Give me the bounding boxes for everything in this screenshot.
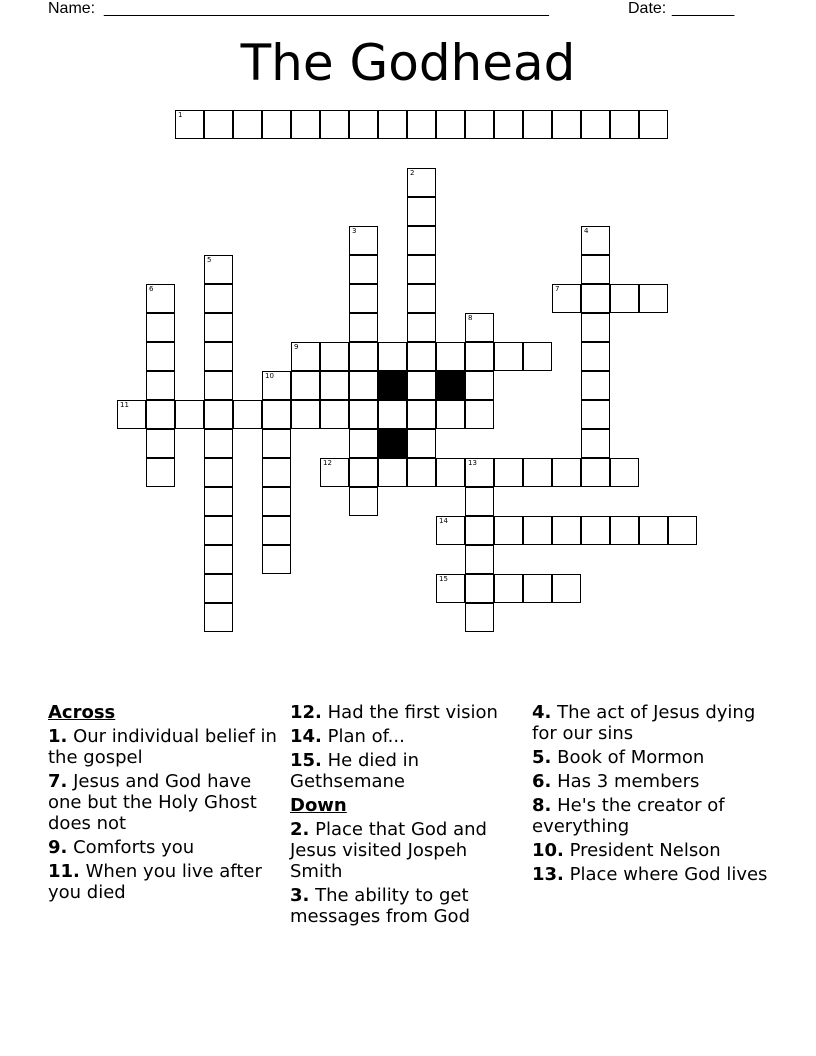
grid-cell[interactable]	[552, 284, 581, 313]
grid-cell[interactable]	[465, 400, 494, 429]
grid-cell[interactable]	[291, 400, 320, 429]
clue-number: 11	[120, 401, 129, 409]
grid-cell[interactable]	[204, 110, 233, 139]
grid-cell[interactable]	[146, 284, 175, 313]
grid-cell[interactable]	[523, 458, 552, 487]
grid-cell[interactable]	[552, 110, 581, 139]
grid-cell[interactable]	[407, 168, 436, 197]
grid-cell[interactable]	[407, 313, 436, 342]
grid-cell[interactable]	[233, 110, 262, 139]
grid-cell[interactable]	[552, 458, 581, 487]
grid-cell[interactable]	[146, 371, 175, 400]
clue-number: 8	[468, 314, 473, 322]
grid-cell[interactable]	[581, 458, 610, 487]
grid-block-cell	[378, 429, 407, 458]
grid-cell[interactable]	[204, 487, 233, 516]
grid-cell[interactable]	[378, 400, 407, 429]
clue-across-15: 15. He died in Gethsemane	[290, 750, 420, 792]
grid-cell[interactable]	[465, 458, 494, 487]
grid-cell[interactable]	[610, 458, 639, 487]
grid-cell[interactable]	[291, 110, 320, 139]
clue-across-14: 14. Plan of...	[290, 726, 405, 747]
grid-cell[interactable]	[523, 342, 552, 371]
grid-cell[interactable]	[581, 284, 610, 313]
grid-cell[interactable]	[407, 371, 436, 400]
date-blank: _______	[672, 0, 735, 17]
grid-cell[interactable]	[204, 371, 233, 400]
grid-cell[interactable]	[407, 400, 436, 429]
clue-number: 4	[584, 227, 589, 235]
grid-cell[interactable]	[465, 487, 494, 516]
grid-block-cell	[436, 371, 465, 400]
grid-cell[interactable]	[175, 110, 204, 139]
grid-cell[interactable]	[581, 342, 610, 371]
grid-cell[interactable]	[378, 110, 407, 139]
grid-cell[interactable]	[204, 458, 233, 487]
down-heading: Down	[290, 795, 347, 816]
grid-cell[interactable]	[465, 574, 494, 603]
clue-across-9: 9. Comforts you	[48, 837, 195, 858]
grid-cell[interactable]	[639, 284, 668, 313]
grid-cell[interactable]	[204, 342, 233, 371]
clue-down-13: 13. Place where God lives	[532, 864, 768, 885]
grid-cell[interactable]	[146, 342, 175, 371]
grid-cell[interactable]	[436, 516, 465, 545]
grid-cell[interactable]	[320, 400, 349, 429]
clue-number: 9	[294, 343, 299, 351]
grid-cell[interactable]	[552, 516, 581, 545]
clue-number: 7	[555, 285, 560, 293]
clue-number: 15	[439, 575, 448, 583]
grid-cell[interactable]	[407, 255, 436, 284]
grid-cell[interactable]	[262, 400, 291, 429]
grid-block-cell	[378, 371, 407, 400]
grid-cell[interactable]	[668, 516, 697, 545]
clue-across-1: 1. Our individual belief in the gospel	[48, 726, 277, 768]
page-title: The Godhead	[240, 34, 576, 92]
clue-down-5: 5. Book of Mormon	[532, 747, 705, 768]
clue-down-2: 2. Place that God and Jesus visited Jospeh Smith	[290, 819, 487, 882]
grid-cell[interactable]	[581, 313, 610, 342]
clue-across-11: 11. When you live after you died	[48, 861, 262, 903]
clue-number: 5	[207, 256, 212, 264]
clues-column-1	[48, 702, 278, 906]
grid-cell[interactable]	[465, 313, 494, 342]
grid-cell[interactable]	[378, 342, 407, 371]
grid-cell[interactable]	[494, 342, 523, 371]
grid-cell[interactable]	[407, 458, 436, 487]
grid-cell[interactable]	[320, 458, 349, 487]
grid-cell[interactable]	[204, 545, 233, 574]
grid-cell[interactable]	[349, 487, 378, 516]
grid-cell[interactable]	[523, 110, 552, 139]
grid-cell[interactable]	[320, 110, 349, 139]
grid-cell[interactable]	[581, 226, 610, 255]
grid-cell[interactable]	[581, 429, 610, 458]
grid-cell[interactable]	[349, 429, 378, 458]
grid-cell[interactable]	[465, 371, 494, 400]
clue-number: 13	[468, 459, 477, 467]
clue-number: 12	[323, 459, 332, 467]
grid-cell[interactable]	[407, 110, 436, 139]
grid-cell[interactable]	[349, 458, 378, 487]
grid-cell[interactable]	[349, 371, 378, 400]
grid-cell[interactable]	[262, 516, 291, 545]
grid-cell[interactable]	[465, 110, 494, 139]
clues-column-2	[290, 702, 520, 930]
grid-cell[interactable]	[465, 603, 494, 632]
grid-cell[interactable]	[204, 313, 233, 342]
grid-cell[interactable]	[436, 342, 465, 371]
grid-cell[interactable]	[291, 371, 320, 400]
grid-cell[interactable]	[407, 197, 436, 226]
grid-cell[interactable]	[262, 545, 291, 574]
grid-cell[interactable]	[465, 545, 494, 574]
grid-cell[interactable]	[494, 110, 523, 139]
grid-cell[interactable]	[204, 574, 233, 603]
grid-cell[interactable]	[436, 458, 465, 487]
grid-cell[interactable]	[146, 400, 175, 429]
grid-cell[interactable]	[204, 255, 233, 284]
grid-cell[interactable]	[639, 516, 668, 545]
grid-cell[interactable]	[581, 371, 610, 400]
clue-number: 2	[410, 169, 415, 177]
grid-cell[interactable]	[204, 284, 233, 313]
grid-cell[interactable]	[262, 487, 291, 516]
grid-cell[interactable]	[204, 429, 233, 458]
grid-cell[interactable]	[262, 110, 291, 139]
clue-down-4: 4. The act of Jesus dying for our sins	[532, 702, 756, 744]
grid-cell[interactable]	[291, 342, 320, 371]
grid-cell[interactable]	[639, 110, 668, 139]
grid-cell[interactable]	[581, 110, 610, 139]
grid-cell[interactable]	[378, 458, 407, 487]
grid-cell[interactable]	[581, 255, 610, 284]
grid-cell[interactable]	[436, 110, 465, 139]
clue-number: 1	[178, 111, 183, 119]
grid-cell[interactable]	[407, 226, 436, 255]
grid-cell[interactable]	[204, 400, 233, 429]
clue-number: 14	[439, 517, 448, 525]
grid-cell[interactable]	[523, 516, 552, 545]
grid-cell[interactable]	[436, 400, 465, 429]
grid-cell[interactable]	[175, 400, 204, 429]
grid-cell[interactable]	[349, 313, 378, 342]
grid-cell[interactable]	[349, 342, 378, 371]
grid-cell[interactable]	[320, 371, 349, 400]
grid-cell[interactable]	[262, 371, 291, 400]
grid-cell[interactable]	[349, 226, 378, 255]
grid-cell[interactable]	[610, 110, 639, 139]
grid-cell[interactable]	[146, 429, 175, 458]
grid-cell[interactable]	[407, 284, 436, 313]
name-label: Name:	[48, 0, 96, 17]
clue-down-6: 6. Has 3 members	[532, 771, 700, 792]
clue-across-7: 7. Jesus and God have one but the Holy Ghost does not	[48, 771, 257, 834]
grid-cell[interactable]	[349, 110, 378, 139]
grid-cell[interactable]	[610, 516, 639, 545]
grid-cell[interactable]	[494, 574, 523, 603]
date-label: Date:	[628, 0, 667, 17]
across-heading: Across	[48, 702, 116, 723]
grid-cell[interactable]	[233, 400, 262, 429]
grid-cell[interactable]	[117, 400, 146, 429]
grid-cell[interactable]	[407, 342, 436, 371]
grid-cell[interactable]	[494, 458, 523, 487]
grid-cell[interactable]	[494, 516, 523, 545]
grid-cell[interactable]	[523, 574, 552, 603]
grid-cell[interactable]	[465, 516, 494, 545]
grid-cell[interactable]	[262, 429, 291, 458]
clue-number: 6	[149, 285, 154, 293]
grid-cell[interactable]	[610, 284, 639, 313]
grid-cell[interactable]	[581, 516, 610, 545]
clue-down-8: 8. He's the creator of everything	[532, 795, 725, 837]
clue-across-12: 12. Had the first vision	[290, 702, 498, 723]
grid-cell[interactable]	[204, 516, 233, 545]
grid-cell[interactable]	[262, 458, 291, 487]
grid-cell[interactable]	[465, 342, 494, 371]
grid-cell[interactable]	[146, 458, 175, 487]
name-blank: __________________________________________________	[104, 0, 549, 17]
grid-cell[interactable]	[349, 284, 378, 313]
grid-cell[interactable]	[552, 574, 581, 603]
grid-cell[interactable]	[407, 429, 436, 458]
grid-cell[interactable]	[581, 400, 610, 429]
grid-cell[interactable]	[204, 603, 233, 632]
clues-column-3	[532, 702, 772, 888]
clue-number: 3	[352, 227, 357, 235]
clue-down-3: 3. The ability to get messages from God	[290, 885, 470, 927]
grid-cell[interactable]	[436, 574, 465, 603]
grid-cell[interactable]	[146, 313, 175, 342]
clue-down-10: 10. President Nelson	[532, 840, 721, 861]
grid-cell[interactable]	[349, 255, 378, 284]
grid-cell[interactable]	[320, 342, 349, 371]
clue-number: 10	[265, 372, 274, 380]
grid-cell[interactable]	[349, 400, 378, 429]
